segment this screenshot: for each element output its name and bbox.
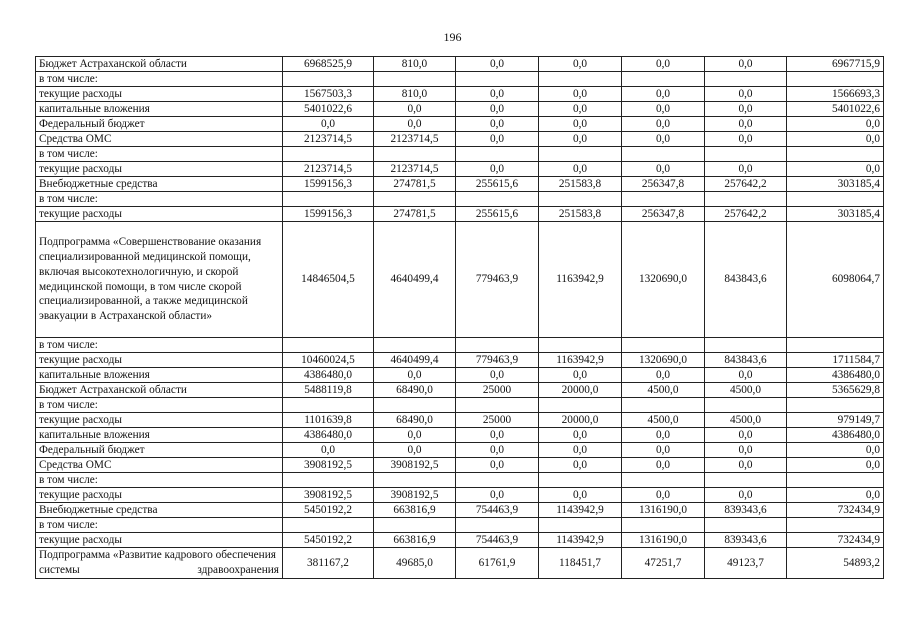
value-cell: 1711584,7	[787, 353, 884, 368]
value-cell: 4386480,0	[283, 428, 374, 443]
value-cell: 0,0	[787, 488, 884, 503]
row-label: текущие расходы	[36, 87, 283, 102]
value-cell: 0,0	[539, 162, 622, 177]
value-cell: 0,0	[622, 443, 705, 458]
value-cell: 810,0	[374, 57, 456, 72]
value-cell	[787, 147, 884, 162]
value-cell: 303185,4	[787, 177, 884, 192]
value-cell: 1163942,9	[539, 353, 622, 368]
value-cell: 0,0	[622, 132, 705, 147]
value-cell: 274781,5	[374, 177, 456, 192]
value-cell	[622, 338, 705, 353]
value-cell: 4640499,4	[374, 222, 456, 338]
value-cell: 663816,9	[374, 503, 456, 518]
value-cell: 2123714,5	[374, 132, 456, 147]
table-row	[36, 177, 884, 192]
row-label: в том числе:	[36, 72, 283, 87]
value-cell: 0,0	[787, 458, 884, 473]
value-cell: 0,0	[787, 117, 884, 132]
value-cell: 303185,4	[787, 207, 884, 222]
value-cell	[539, 473, 622, 488]
table-row	[36, 488, 884, 503]
value-cell	[622, 72, 705, 87]
value-cell: 251583,8	[539, 177, 622, 192]
value-cell: 0,0	[622, 117, 705, 132]
value-cell: 61761,9	[456, 548, 539, 579]
value-cell: 47251,7	[622, 548, 705, 579]
value-cell: 4386480,0	[787, 368, 884, 383]
value-cell: 1163942,9	[539, 222, 622, 338]
value-cell: 5365629,8	[787, 383, 884, 398]
row-label: Подпрограмма «Развитие кадрового обеспечения системы здравоохранения	[36, 548, 283, 579]
value-cell	[374, 147, 456, 162]
value-cell: 5488119,8	[283, 383, 374, 398]
value-cell: 4500,0	[705, 383, 787, 398]
value-cell: 0,0	[539, 132, 622, 147]
value-cell: 256347,8	[622, 207, 705, 222]
value-cell: 0,0	[705, 428, 787, 443]
value-cell: 1320690,0	[622, 222, 705, 338]
value-cell: 0,0	[705, 117, 787, 132]
value-cell: 274781,5	[374, 207, 456, 222]
value-cell: 257642,2	[705, 207, 787, 222]
table-row	[36, 147, 884, 162]
value-cell	[705, 338, 787, 353]
value-cell	[622, 147, 705, 162]
value-cell	[374, 398, 456, 413]
value-cell: 754463,9	[456, 533, 539, 548]
value-cell: 0,0	[539, 488, 622, 503]
value-cell: 2123714,5	[283, 162, 374, 177]
value-cell: 0,0	[622, 428, 705, 443]
table-row	[36, 117, 884, 132]
value-cell: 0,0	[456, 102, 539, 117]
value-cell: 0,0	[539, 87, 622, 102]
value-cell: 779463,9	[456, 222, 539, 338]
value-cell: 0,0	[787, 132, 884, 147]
value-cell: 663816,9	[374, 533, 456, 548]
value-cell	[539, 72, 622, 87]
row-label: капитальные вложения	[36, 368, 283, 383]
value-cell: 25000	[456, 413, 539, 428]
value-cell	[374, 192, 456, 207]
row-label: капитальные вложения	[36, 102, 283, 117]
value-cell: 0,0	[705, 162, 787, 177]
value-cell: 0,0	[539, 458, 622, 473]
value-cell: 3908192,5	[283, 458, 374, 473]
value-cell: 6967715,9	[787, 57, 884, 72]
row-label: Внебюджетные средства	[36, 177, 283, 192]
value-cell: 255615,6	[456, 207, 539, 222]
row-label: в том числе:	[36, 338, 283, 353]
value-cell	[456, 473, 539, 488]
table-row	[36, 428, 884, 443]
row-label: в том числе:	[36, 398, 283, 413]
value-cell: 0,0	[456, 57, 539, 72]
value-cell: 5450192,2	[283, 533, 374, 548]
value-cell: 3908192,5	[374, 458, 456, 473]
value-cell: 20000,0	[539, 383, 622, 398]
table-row	[36, 192, 884, 207]
value-cell: 1316190,0	[622, 533, 705, 548]
value-cell: 0,0	[705, 368, 787, 383]
row-label: Федеральный бюджет	[36, 443, 283, 458]
value-cell: 0,0	[374, 428, 456, 443]
value-cell	[787, 72, 884, 87]
table-row	[36, 413, 884, 428]
row-label: текущие расходы	[36, 207, 283, 222]
value-cell: 49685,0	[374, 548, 456, 579]
value-cell: 1566693,3	[787, 87, 884, 102]
value-cell: 0,0	[539, 117, 622, 132]
value-cell: 1143942,9	[539, 503, 622, 518]
row-label: Внебюджетные средства	[36, 503, 283, 518]
value-cell: 1567503,3	[283, 87, 374, 102]
table-row	[36, 548, 884, 579]
value-cell: 0,0	[705, 488, 787, 503]
value-cell	[283, 72, 374, 87]
value-cell	[622, 192, 705, 207]
row-label: в том числе:	[36, 192, 283, 207]
table-row	[36, 458, 884, 473]
table-row	[36, 503, 884, 518]
row-label: Бюджет Астраханской области	[36, 383, 283, 398]
value-cell: 1101639,8	[283, 413, 374, 428]
value-cell: 0,0	[622, 458, 705, 473]
value-cell: 25000	[456, 383, 539, 398]
value-cell: 843843,6	[705, 353, 787, 368]
value-cell: 257642,2	[705, 177, 787, 192]
value-cell: 4500,0	[705, 413, 787, 428]
table-row	[36, 207, 884, 222]
value-cell	[787, 398, 884, 413]
value-cell: 0,0	[456, 87, 539, 102]
value-cell: 810,0	[374, 87, 456, 102]
table-row	[36, 518, 884, 533]
value-cell	[456, 147, 539, 162]
value-cell	[705, 72, 787, 87]
row-label: Федеральный бюджет	[36, 117, 283, 132]
table-row	[36, 72, 884, 87]
value-cell: 0,0	[456, 443, 539, 458]
value-cell: 118451,7	[539, 548, 622, 579]
value-cell: 839343,6	[705, 503, 787, 518]
row-label: Бюджет Астраханской области	[36, 57, 283, 72]
value-cell: 68490,0	[374, 413, 456, 428]
row-label: текущие расходы	[36, 488, 283, 503]
value-cell: 0,0	[622, 57, 705, 72]
value-cell: 10460024,5	[283, 353, 374, 368]
value-cell: 4500,0	[622, 383, 705, 398]
value-cell	[456, 72, 539, 87]
value-cell: 0,0	[539, 102, 622, 117]
value-cell	[374, 518, 456, 533]
value-cell: 251583,8	[539, 207, 622, 222]
value-cell	[787, 518, 884, 533]
value-cell: 0,0	[456, 117, 539, 132]
value-cell	[283, 147, 374, 162]
table-row	[36, 132, 884, 147]
value-cell: 4640499,4	[374, 353, 456, 368]
row-label: текущие расходы	[36, 413, 283, 428]
value-cell: 732434,9	[787, 533, 884, 548]
value-cell: 5450192,2	[283, 503, 374, 518]
table-row	[36, 368, 884, 383]
value-cell: 0,0	[283, 443, 374, 458]
value-cell: 0,0	[622, 368, 705, 383]
value-cell: 3908192,5	[374, 488, 456, 503]
value-cell	[622, 398, 705, 413]
value-cell	[787, 192, 884, 207]
value-cell	[705, 518, 787, 533]
value-cell: 68490,0	[374, 383, 456, 398]
value-cell: 0,0	[539, 368, 622, 383]
value-cell	[539, 398, 622, 413]
value-cell: 5401022,6	[283, 102, 374, 117]
value-cell: 4386480,0	[283, 368, 374, 383]
value-cell: 0,0	[456, 368, 539, 383]
value-cell: 0,0	[456, 458, 539, 473]
value-cell: 0,0	[622, 488, 705, 503]
value-cell: 256347,8	[622, 177, 705, 192]
value-cell: 3908192,5	[283, 488, 374, 503]
value-cell: 0,0	[705, 87, 787, 102]
table-row	[36, 222, 884, 338]
value-cell: 0,0	[456, 132, 539, 147]
value-cell	[456, 398, 539, 413]
value-cell	[705, 147, 787, 162]
value-cell: 0,0	[456, 428, 539, 443]
value-cell: 0,0	[622, 102, 705, 117]
value-cell: 0,0	[705, 458, 787, 473]
value-cell: 2123714,5	[374, 162, 456, 177]
value-cell: 0,0	[705, 102, 787, 117]
value-cell	[705, 473, 787, 488]
value-cell	[283, 192, 374, 207]
value-cell: 0,0	[539, 57, 622, 72]
value-cell: 5401022,6	[787, 102, 884, 117]
value-cell: 979149,7	[787, 413, 884, 428]
value-cell: 0,0	[539, 428, 622, 443]
value-cell: 4500,0	[622, 413, 705, 428]
row-label: текущие расходы	[36, 162, 283, 177]
value-cell: 20000,0	[539, 413, 622, 428]
value-cell	[622, 518, 705, 533]
value-cell: 1599156,3	[283, 177, 374, 192]
value-cell	[283, 398, 374, 413]
value-cell: 49123,7	[705, 548, 787, 579]
table-row	[36, 533, 884, 548]
row-label: в том числе:	[36, 518, 283, 533]
value-cell	[705, 398, 787, 413]
value-cell: 0,0	[374, 443, 456, 458]
row-label: капитальные вложения	[36, 428, 283, 443]
value-cell	[374, 473, 456, 488]
value-cell: 4386480,0	[787, 428, 884, 443]
value-cell: 255615,6	[456, 177, 539, 192]
budget-table	[35, 56, 884, 579]
value-cell	[622, 473, 705, 488]
table-body	[36, 57, 884, 579]
value-cell	[456, 338, 539, 353]
table-row	[36, 87, 884, 102]
value-cell: 0,0	[787, 443, 884, 458]
value-cell: 732434,9	[787, 503, 884, 518]
value-cell: 0,0	[705, 443, 787, 458]
value-cell	[787, 473, 884, 488]
value-cell	[456, 518, 539, 533]
value-cell: 381167,2	[283, 548, 374, 579]
value-cell: 0,0	[283, 117, 374, 132]
value-cell: 14846504,5	[283, 222, 374, 338]
value-cell: 0,0	[622, 162, 705, 177]
table-row	[36, 383, 884, 398]
row-label: текущие расходы	[36, 533, 283, 548]
row-label: Средства ОМС	[36, 132, 283, 147]
row-label: в том числе:	[36, 473, 283, 488]
value-cell: 1320690,0	[622, 353, 705, 368]
table-row	[36, 162, 884, 177]
table-row	[36, 443, 884, 458]
value-cell	[539, 338, 622, 353]
row-label: Средства ОМС	[36, 458, 283, 473]
value-cell: 0,0	[705, 132, 787, 147]
value-cell: 6098064,7	[787, 222, 884, 338]
value-cell: 0,0	[705, 57, 787, 72]
value-cell: 843843,6	[705, 222, 787, 338]
table-row	[36, 338, 884, 353]
value-cell	[283, 338, 374, 353]
value-cell: 54893,2	[787, 548, 884, 579]
value-cell	[283, 473, 374, 488]
value-cell	[539, 518, 622, 533]
value-cell: 0,0	[374, 102, 456, 117]
value-cell: 0,0	[374, 117, 456, 132]
value-cell: 779463,9	[456, 353, 539, 368]
value-cell	[283, 518, 374, 533]
row-label: в том числе:	[36, 147, 283, 162]
value-cell	[787, 338, 884, 353]
value-cell	[539, 192, 622, 207]
value-cell: 1316190,0	[622, 503, 705, 518]
value-cell: 754463,9	[456, 503, 539, 518]
page-number: 196	[443, 30, 462, 44]
value-cell: 839343,6	[705, 533, 787, 548]
table-row	[36, 473, 884, 488]
value-cell: 0,0	[787, 162, 884, 177]
value-cell: 0,0	[622, 87, 705, 102]
table-row	[36, 102, 884, 117]
value-cell	[374, 338, 456, 353]
row-label: Подпрограмма «Совершенствование оказания специализированной медицинской помощи, включая высокотехнологичную, и скорой медицинской помощи, в том числе скорой специализированной, а также медицинской эвакуации в Астраханской области»	[36, 222, 283, 338]
value-cell: 0,0	[539, 443, 622, 458]
value-cell: 0,0	[456, 488, 539, 503]
value-cell	[456, 192, 539, 207]
value-cell: 1143942,9	[539, 533, 622, 548]
table-row	[36, 398, 884, 413]
value-cell	[539, 147, 622, 162]
value-cell: 2123714,5	[283, 132, 374, 147]
value-cell: 1599156,3	[283, 207, 374, 222]
value-cell	[374, 72, 456, 87]
table-row	[36, 57, 884, 72]
row-label: текущие расходы	[36, 353, 283, 368]
value-cell: 0,0	[374, 368, 456, 383]
value-cell: 6968525,9	[283, 57, 374, 72]
table-row	[36, 353, 884, 368]
value-cell: 0,0	[456, 162, 539, 177]
value-cell	[705, 192, 787, 207]
